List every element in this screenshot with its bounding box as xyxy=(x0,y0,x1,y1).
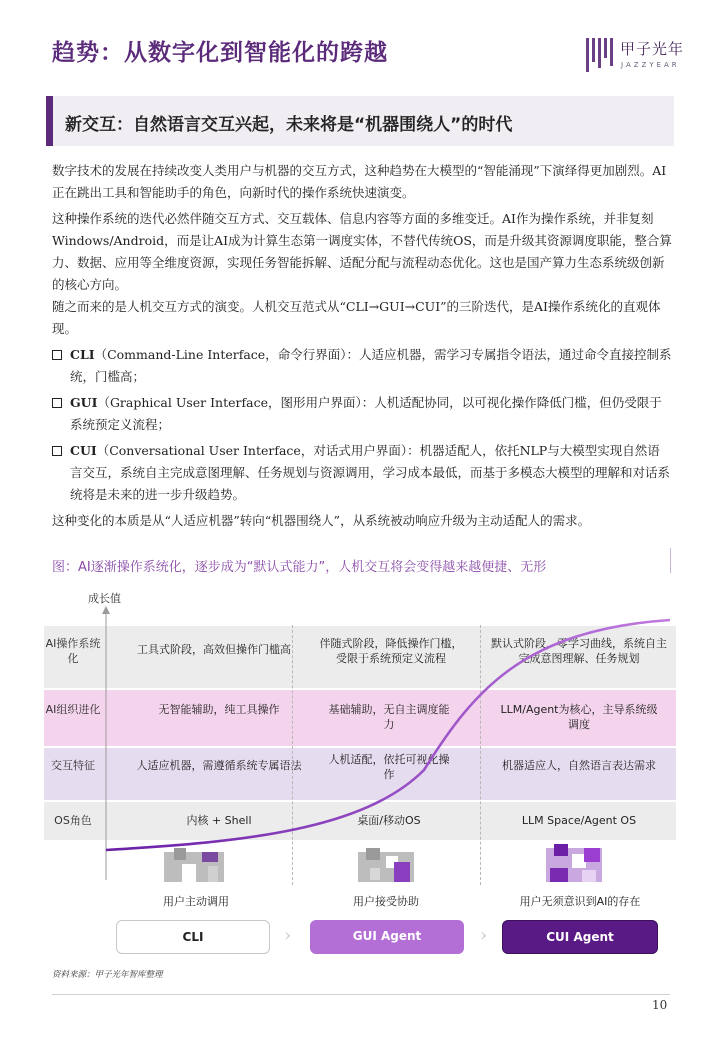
source-note: 资料来源：甲子光年智库整理 xyxy=(52,970,163,980)
brand-bars-icon xyxy=(586,38,614,72)
stage-label-cui: 用户无须意识到AI的存在 xyxy=(519,895,641,908)
cell: 默认式阶段，零学习曲线，系统自主完成意图理解、任务规划 xyxy=(491,637,667,665)
closing-paragraph: 这种变化的本质是从“人适应机器”转向“机器围绕人”，从系统被动响应升级为主动适配人的需求。 xyxy=(52,513,591,528)
arrow-right-icon: › xyxy=(284,925,292,946)
cell: 工具式阶段，高效但操作门槛高 xyxy=(137,643,291,656)
stage-label-gui: 用户接受协助 xyxy=(353,895,419,908)
y-axis-arrow-icon xyxy=(102,606,110,614)
gui-pixel-icon xyxy=(358,848,418,884)
paragraph-1: 数字技术的发展在持续改变人类用户与机器的交互方式，这种趋势在大模型的“智能涌现”下演绎得更加剧烈。AI正在跳出工具和智能助手的角色，向新时代的操作系统快速演变。 xyxy=(52,163,667,200)
cell: 人机适配，依托可视化操作 xyxy=(328,753,450,781)
bullet-text: （Command-Line Interface，命令行界面）：人适应机器，需学习专属指令语法，通过命令直接控制系统，门槛高； xyxy=(70,347,672,384)
row-label: AI组织进化 xyxy=(45,703,101,716)
cli-stage-pill: CLI xyxy=(116,920,270,954)
brand-name: 甲子光年 xyxy=(620,40,685,58)
page-title: 趋势：从数字化到智能化的跨越 xyxy=(52,40,388,66)
section-heading xyxy=(46,96,674,146)
growth-curve xyxy=(106,620,670,850)
bullet-cli xyxy=(52,344,672,388)
cui-pixel-icon xyxy=(542,844,608,886)
figure-frame xyxy=(670,548,671,573)
cell: LLM Space/Agent OS xyxy=(521,814,637,827)
bullet-term: CLI xyxy=(70,347,95,362)
checkbox-icon xyxy=(52,398,62,408)
brand-logo xyxy=(586,36,686,74)
cell: 无智能辅助，纯工具操作 xyxy=(158,703,280,716)
brand-name-en: JAZZYEAR xyxy=(621,61,680,69)
arrow-right-icon: › xyxy=(480,925,488,946)
checkbox-icon xyxy=(52,350,62,360)
paragraph-2: 这种操作系统的迭代必然伴随交互方式、交互载体、信息内容等方面的多维变迁。AI作为操作系统，并非复刻Windows/Android，而是让AI成为计算生态第一调度实体，不替代传统OS，而是升级其资源调度职能，整合算力、数据、应用等全维度资源，实现任务智能拆解、适配分配与流程动态优化。这也是国产算力生态系统级创新的核心方向。 xyxy=(52,211,672,292)
cell: LLM/Agent为核心，主导系统级调度 xyxy=(500,703,658,731)
bullet-term: GUI xyxy=(70,395,98,410)
row-label: OS角色 xyxy=(54,814,92,827)
cli-pixel-icon xyxy=(164,848,228,884)
bullet-term: CUI xyxy=(70,443,97,458)
paragraph-3: 随之而来的是人机交互方式的演变。人机交互范式从“CLI→GUI→CUI”的三阶迭代，是AI操作系统化的直观体现。 xyxy=(52,299,661,336)
bullet-text: （Conversational User Interface，对话式用户界面）：机器适配人，依托NLP与大模型实现自然语言交互，系统自主完成意图理解、任务规划与资源调用，学习成本最低，而基于多模态大模型的理解和对话系统将是未来的进一步升级趋势。 xyxy=(70,443,671,502)
figure-caption: 图：AI逐渐操作系统化，逐步成为“默认式能力”，人机交互将会变得越来越便捷、无形 xyxy=(52,560,547,575)
cell: 桌面/移动OS xyxy=(357,814,421,827)
page-header xyxy=(0,0,720,82)
section-heading-text: 新交互：自然语言交互兴起，未来将是“机器围绕人”的时代 xyxy=(65,115,513,135)
footer-divider xyxy=(52,994,670,995)
checkbox-icon xyxy=(52,446,62,456)
cell: 内核 + Shell xyxy=(186,814,252,827)
page-number: 10 xyxy=(652,998,668,1012)
cell: 人适应机器，需遵循系统专属语法 xyxy=(136,759,302,772)
row-label: 交互特征 xyxy=(51,759,95,772)
bullet-gui xyxy=(52,392,672,436)
cell: 伴随式阶段，降低操作门槛，受限于系统预定义流程 xyxy=(319,637,463,665)
y-axis-label: 成长值 xyxy=(88,592,121,605)
row-label: AI操作系统化 xyxy=(45,637,101,665)
bullet-text: （Graphical User Interface，图形用户界面）：人机适配协同，以可视化操作降低门槛，但仍受限于系统预定义流程； xyxy=(70,395,662,432)
bullet-cui xyxy=(52,440,672,506)
cell: 基础辅助，无自主调度能力 xyxy=(328,703,450,731)
cell: 机器适应人，自然语言表达需求 xyxy=(502,759,656,772)
stage-label-cli: 用户主动调用 xyxy=(163,895,229,908)
figure-chart xyxy=(44,580,680,960)
cui-agent-stage-pill: CUI Agent xyxy=(502,920,658,954)
gui-agent-stage-pill: GUI Agent xyxy=(310,920,464,954)
